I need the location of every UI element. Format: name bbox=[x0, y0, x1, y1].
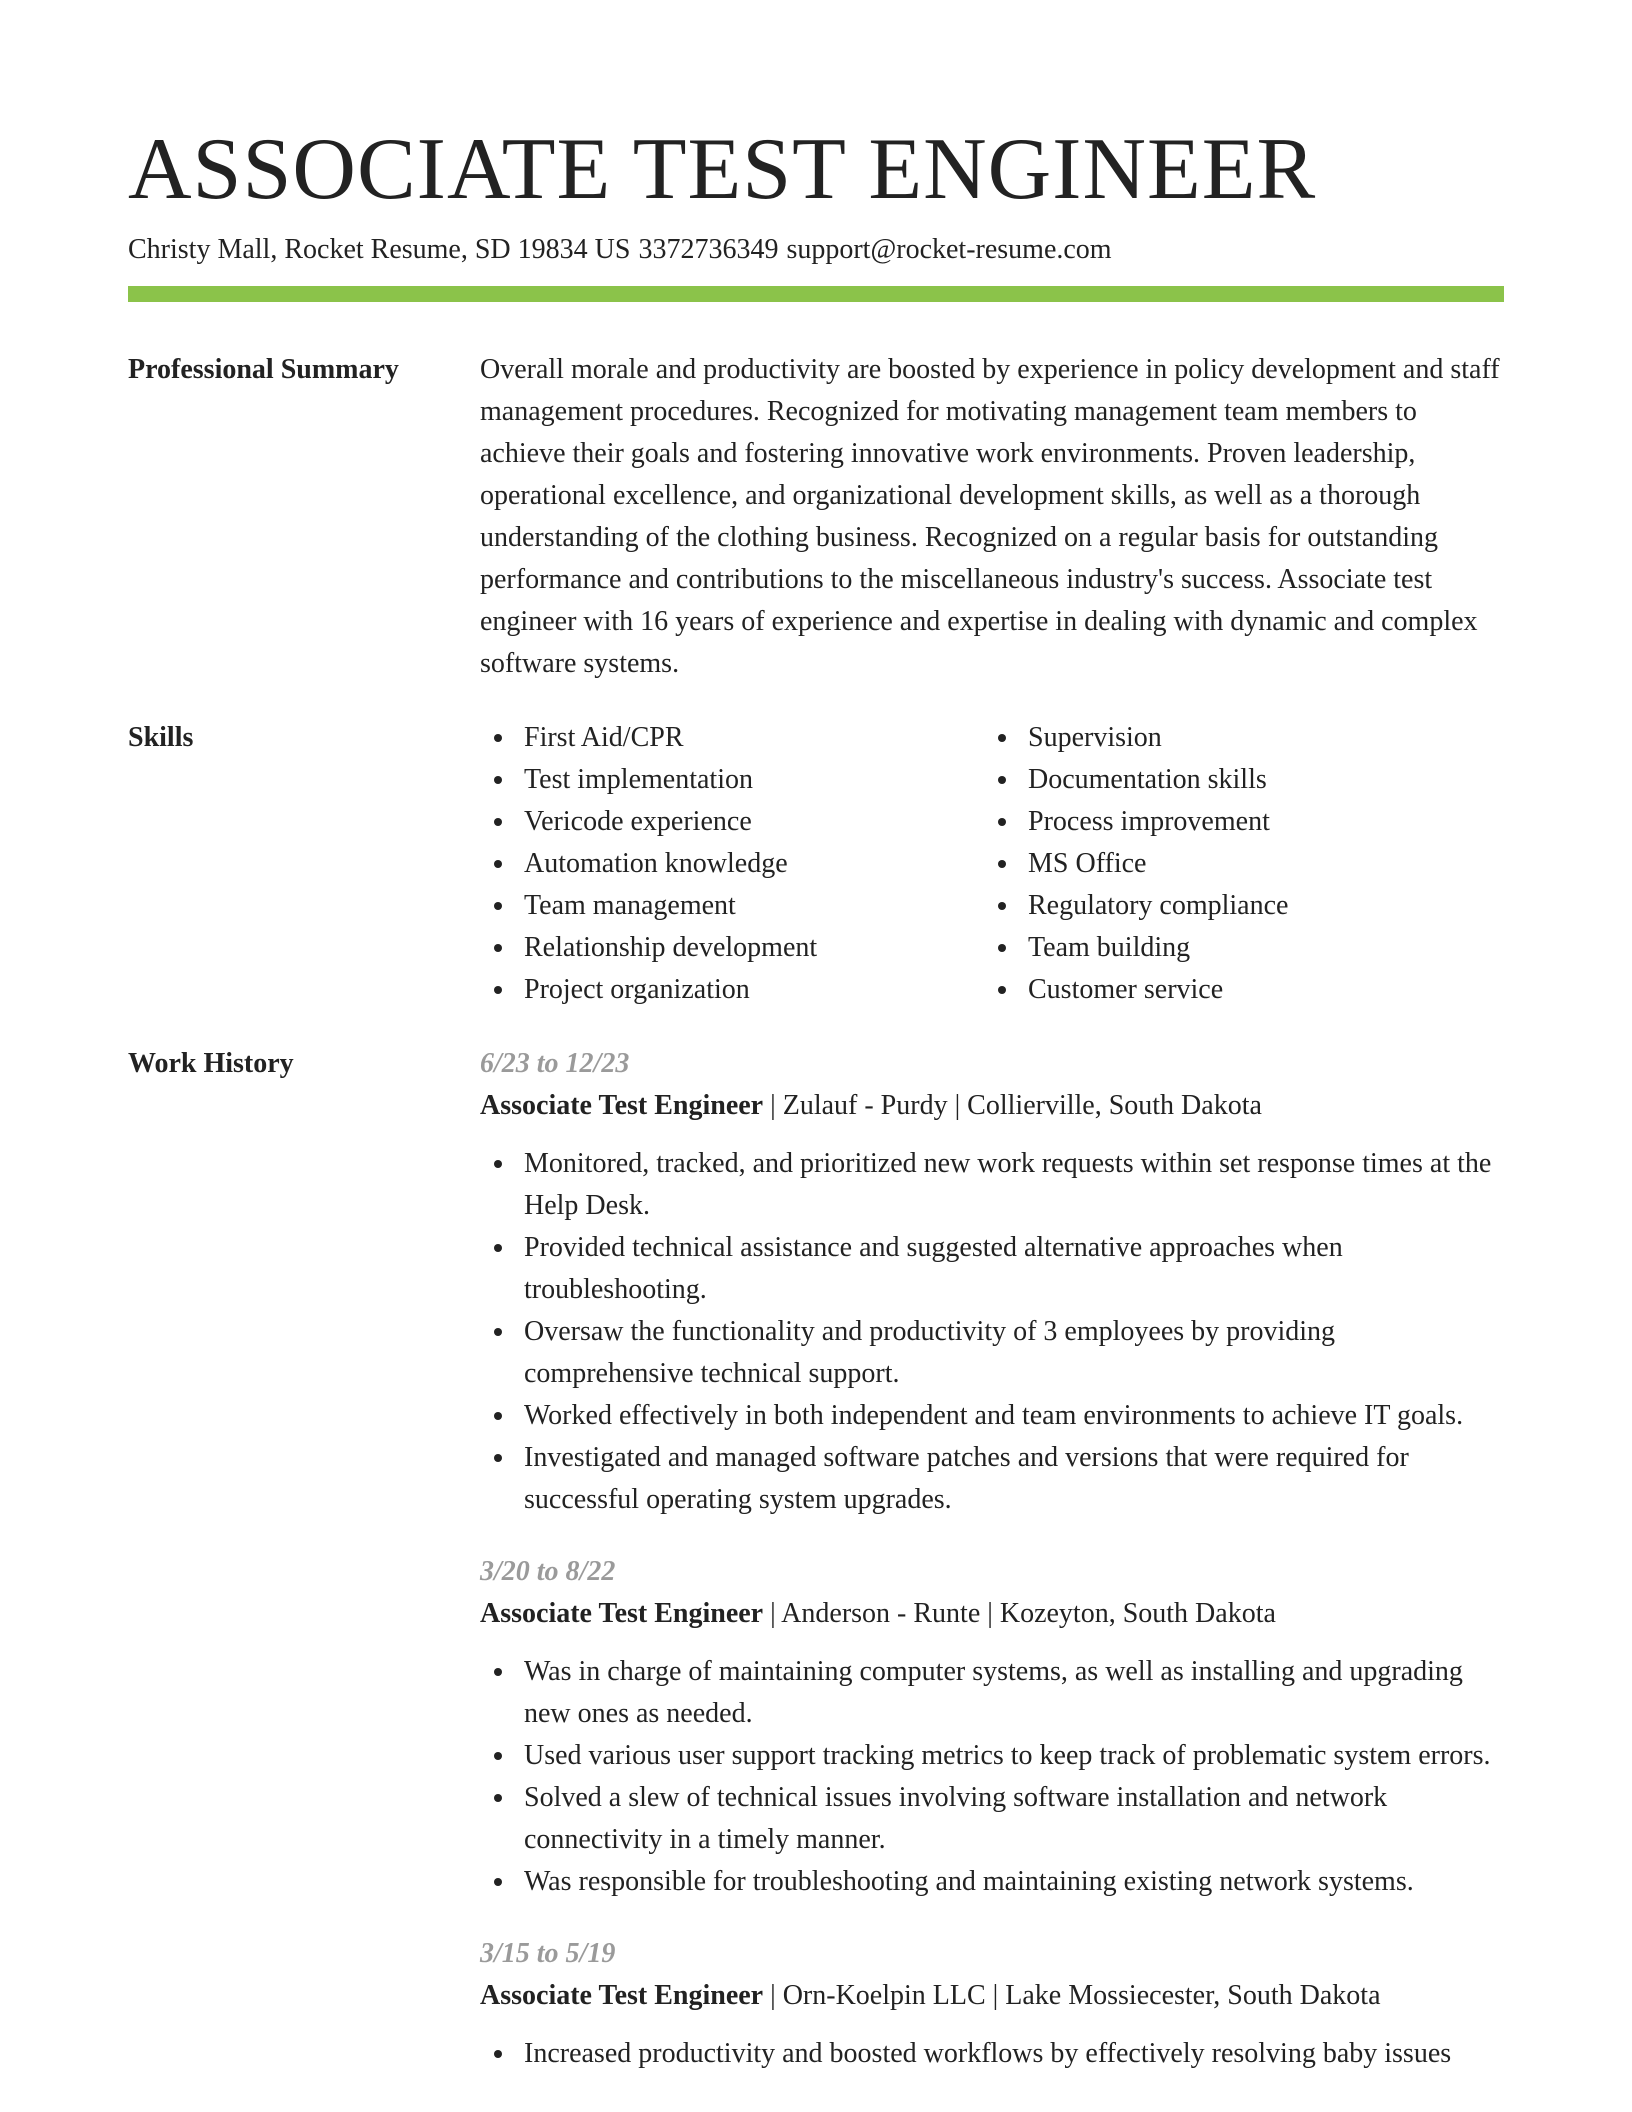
skills-list-left bbox=[480, 717, 984, 1011]
job-title: Associate Test Engineer bbox=[480, 1980, 764, 2011]
job-bullet: Increased productivity and boosted workflows by effectively resolving baby issues bbox=[480, 2033, 1504, 2075]
section-label-skills: Skills bbox=[128, 722, 194, 753]
job-details: | Zulauf - Purdy | Collierville, South Dakota bbox=[763, 1090, 1262, 1121]
contact-email: support@rocket-resume.com bbox=[786, 234, 1112, 265]
summary-text: Overall morale and productivity are boosted by experience in policy development and staff management procedures. Recognized for motivating management team members to achieve their goals and fostering innovative work environments. Proven leadership, operational excellence, and organizational development skills, as well as a thorough understanding of the clothing business. Recognized on a regular basis for outstanding performance and contributions to the miscellaneous industry's success. Associate test engineer with 16 years of experience and expertise in dealing with dynamic and complex software systems. bbox=[480, 354, 1500, 679]
skills-list-right bbox=[984, 717, 1488, 1011]
work-history-body bbox=[480, 1043, 1504, 2075]
job-dates: 3/15 to 5/19 bbox=[480, 1938, 616, 1969]
job-dates: 6/23 to 12/23 bbox=[480, 1048, 630, 1079]
contact-address: Christy Mall, Rocket Resume, SD 19834 US bbox=[128, 234, 631, 265]
skill-item: Supervision bbox=[984, 717, 1488, 759]
skill-item: Documentation skills bbox=[984, 759, 1488, 801]
contact-phone: 3372736349 bbox=[638, 234, 779, 265]
job-bullet: Used various user support tracking metrics to keep track of problematic system errors. bbox=[480, 1735, 1504, 1777]
job-entry bbox=[480, 1551, 1504, 1903]
skills-columns bbox=[480, 717, 1504, 1011]
job-bullet-list bbox=[480, 1651, 1504, 1903]
job-bullet: Monitored, tracked, and prioritized new work requests within set response times at the Help Desk. bbox=[480, 1143, 1504, 1227]
job-bullet: Provided technical assistance and suggested alternative approaches when troubleshooting. bbox=[480, 1227, 1504, 1311]
job-entry bbox=[480, 1933, 1504, 2075]
section-label-summary: Professional Summary bbox=[128, 354, 399, 385]
job-bullet: Investigated and managed software patches and versions that were required for successful operating system upgrades. bbox=[480, 1437, 1504, 1521]
skill-item: Team management bbox=[480, 885, 984, 927]
skill-item: Team building bbox=[984, 927, 1488, 969]
job-bullet: Was responsible for troubleshooting and maintaining existing network systems. bbox=[480, 1861, 1504, 1903]
job-bullet: Oversaw the functionality and productivity of 3 employees by providing comprehensive technical support. bbox=[480, 1311, 1504, 1395]
job-bullet-list bbox=[480, 1143, 1504, 1521]
section-label-work-history: Work History bbox=[128, 1048, 294, 1079]
summary-body bbox=[480, 349, 1504, 685]
skill-item: Test implementation bbox=[480, 759, 984, 801]
job-details: | Anderson - Runte | Kozeyton, South Dakota bbox=[763, 1598, 1276, 1629]
job-title: Associate Test Engineer bbox=[480, 1598, 764, 1629]
skill-item: Regulatory compliance bbox=[984, 885, 1488, 927]
job-title-line bbox=[480, 1085, 1504, 1127]
skill-item: MS Office bbox=[984, 843, 1488, 885]
job-entry bbox=[480, 1043, 1504, 1521]
contact-line bbox=[128, 232, 1112, 268]
skill-item: Automation knowledge bbox=[480, 843, 984, 885]
skill-item: Relationship development bbox=[480, 927, 984, 969]
skill-item: Vericode experience bbox=[480, 801, 984, 843]
job-bullet-list bbox=[480, 2033, 1504, 2075]
job-title-line bbox=[480, 1975, 1504, 2017]
skill-item: Customer service bbox=[984, 969, 1488, 1011]
resume-title: ASSOCIATE TEST ENGINEER bbox=[128, 121, 1317, 218]
job-details: | Orn-Koelpin LLC | Lake Mossiecester, South Dakota bbox=[763, 1980, 1381, 2011]
skill-item: First Aid/CPR bbox=[480, 717, 984, 759]
job-bullet: Was in charge of maintaining computer systems, as well as installing and upgrading new ones as needed. bbox=[480, 1651, 1504, 1735]
header-divider bbox=[128, 286, 1504, 302]
job-bullet: Worked effectively in both independent and team environments to achieve IT goals. bbox=[480, 1395, 1504, 1437]
skill-item: Process improvement bbox=[984, 801, 1488, 843]
job-title: Associate Test Engineer bbox=[480, 1090, 764, 1121]
job-dates: 3/20 to 8/22 bbox=[480, 1556, 616, 1587]
skills-body bbox=[480, 717, 1504, 1011]
job-bullet: Solved a slew of technical issues involving software installation and network connectivity in a timely manner. bbox=[480, 1777, 1504, 1861]
job-title-line bbox=[480, 1593, 1504, 1635]
skill-item: Project organization bbox=[480, 969, 984, 1011]
